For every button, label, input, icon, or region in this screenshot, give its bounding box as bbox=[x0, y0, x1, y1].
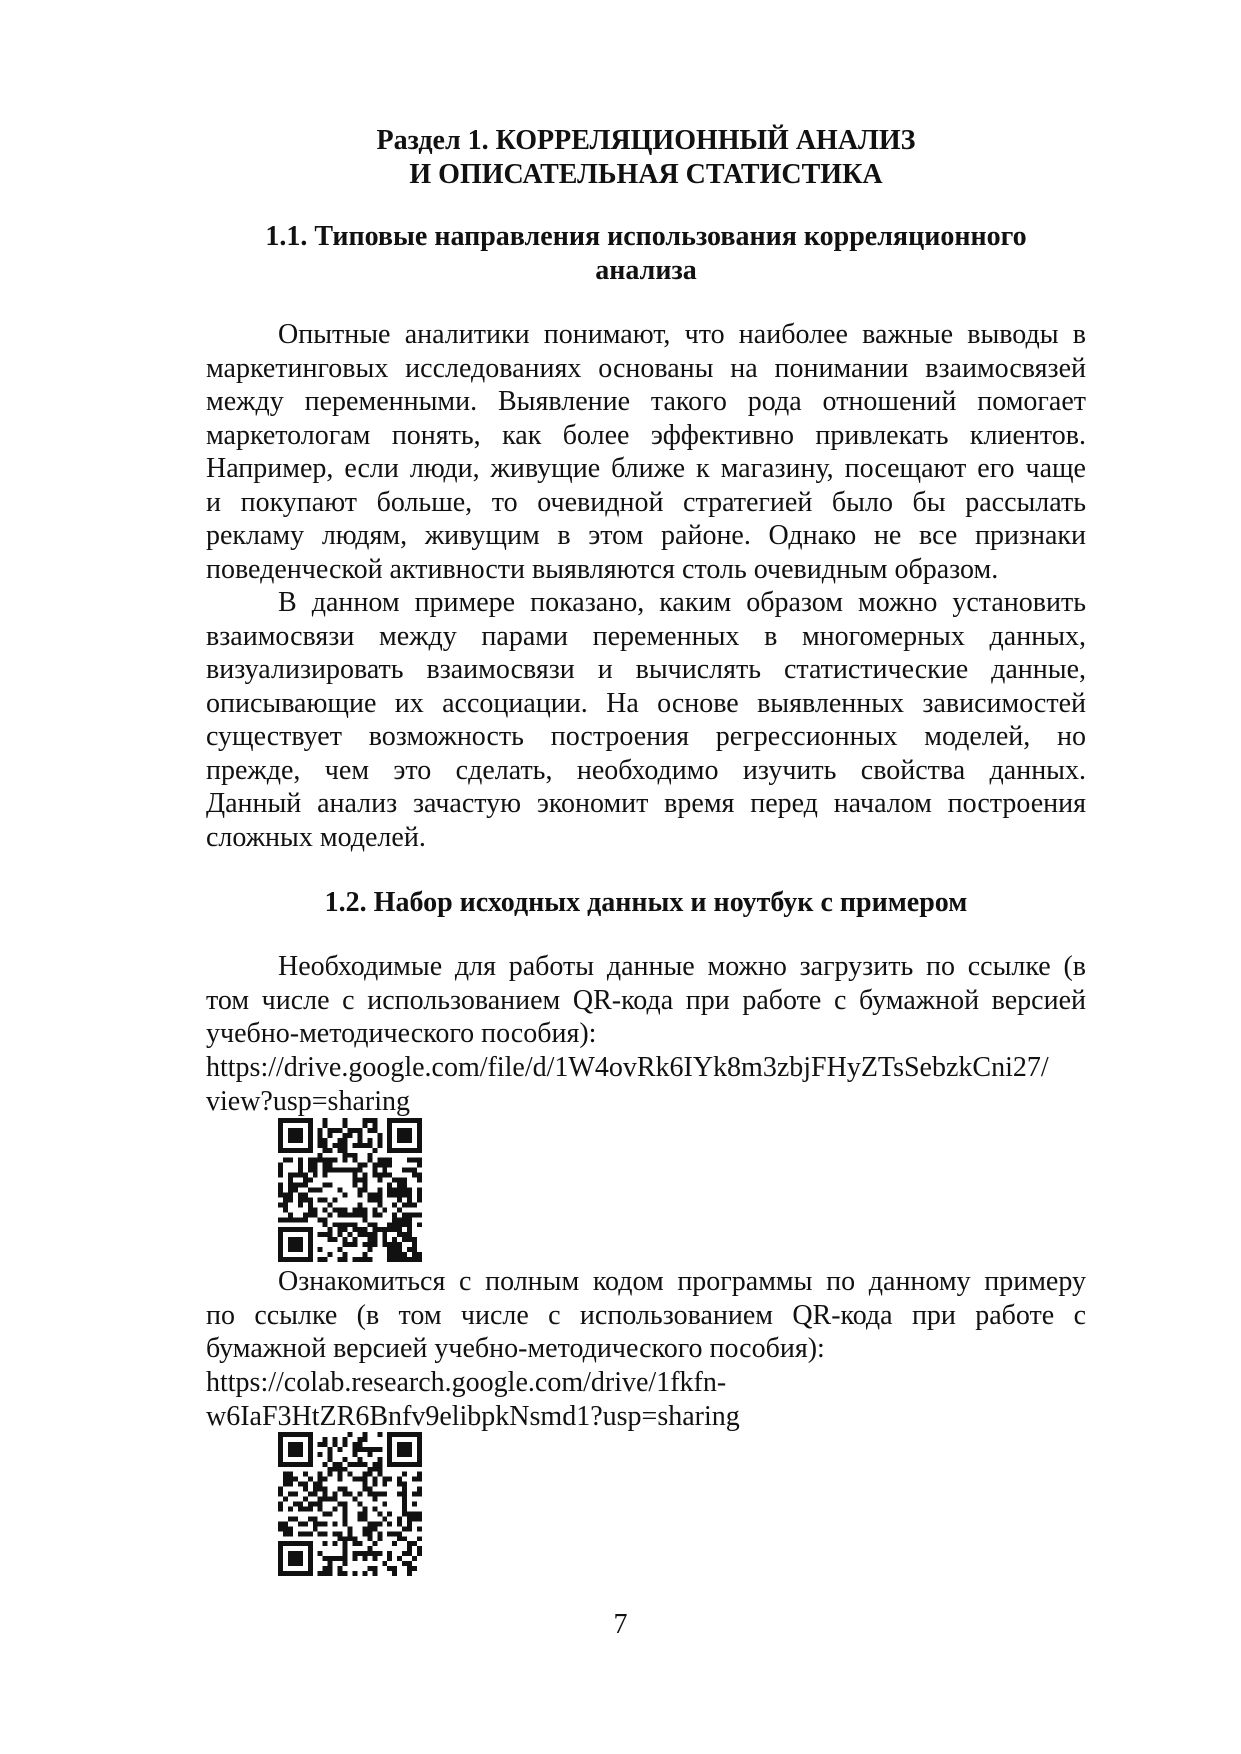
qr-code-icon bbox=[278, 1432, 422, 1576]
subsection-2-title bbox=[206, 886, 1086, 920]
paragraph-1-line: Опытные аналитики понимают, что наиболее важные выводы в bbox=[278, 319, 1086, 350]
dataset-link-line[interactable]: https://drive.google.com/file/d/1W4ovRk6IYk8m3zbjFHyZTsSebzkCni27/ bbox=[206, 1052, 1049, 1083]
paragraph-2 bbox=[206, 586, 1086, 854]
paragraph-1-line: поведенческой активности выявляются столь очевидным образом. bbox=[206, 553, 999, 585]
notebook-link-line[interactable]: w6IaF3HtZR6Bnfv9elibpkNsmd1?usp=sharing bbox=[206, 1400, 740, 1432]
paragraph-4-line: бумажной версией учебно-методического пособия): bbox=[206, 1333, 825, 1364]
section-title-line-2: И ОПИСАТЕЛЬНАЯ СТАТИСТИКА bbox=[409, 159, 883, 190]
qr-code-icon bbox=[278, 1118, 422, 1262]
paragraph-2-line: описывающие их ассоциации. На основе выявленных зависимостей bbox=[206, 687, 1086, 719]
paragraph-1-line: маркетинговых исследованиях основаны на понимании взаимосвязей bbox=[206, 352, 1086, 384]
paragraph-1-line: Например, если люди, живущие ближе к магазину, посещают его чаще bbox=[206, 453, 1086, 484]
subsection-1-title-line-1: 1.1. Типовые направления использования корреляционного bbox=[265, 221, 1027, 252]
paragraph-2-line: В данном примере показано, каким образом можно установить bbox=[278, 587, 1086, 618]
dataset-link[interactable] bbox=[206, 1051, 1106, 1118]
subsection-1-title bbox=[206, 220, 1086, 288]
paragraph-3-line: том числе с использованием QR-кода при работе с бумажной версией bbox=[206, 984, 1086, 1016]
paragraph-4 bbox=[206, 1265, 1086, 1366]
notebook-link[interactable] bbox=[206, 1366, 1106, 1433]
paragraph-2-line: прежде, чем это сделать, необходимо изучить свойства данных. bbox=[206, 754, 1086, 786]
paragraph-2-line: Данный анализ зачастую экономит время перед началом построения bbox=[206, 788, 1086, 819]
section-title bbox=[206, 124, 1086, 192]
paragraph-2-line: существует возможность построения регрессионных моделей, но bbox=[206, 721, 1086, 752]
dataset-link-line[interactable]: view?usp=sharing bbox=[206, 1085, 410, 1117]
paragraph-2-line: взаимосвязи между парами переменных в многомерных данных, bbox=[206, 620, 1086, 652]
paragraph-1-line: и покупают больше, то очевидной стратегией было бы рассылать bbox=[206, 486, 1086, 518]
paragraph-3-line: Необходимые для работы данные можно загрузить по ссылке (в bbox=[278, 951, 1086, 982]
paragraph-4-line: Ознакомиться с полным кодом программы по данному примеру bbox=[278, 1266, 1086, 1297]
paragraph-1 bbox=[206, 318, 1086, 586]
paragraph-1-line: маркетологам понять, как более эффективно привлекать клиентов. bbox=[206, 419, 1086, 451]
paragraph-3 bbox=[206, 950, 1086, 1051]
paragraph-2-line: сложных моделей. bbox=[206, 821, 426, 853]
paragraph-4-line: по ссылке (в том числе с использованием QR-кода при работе с bbox=[206, 1299, 1086, 1331]
paragraph-2-line: визуализировать взаимосвязи и вычислять статистические данные, bbox=[206, 654, 1086, 685]
section-title-line-1: Раздел 1. КОРРЕЛЯЦИОННЫЙ АНАЛИЗ bbox=[376, 125, 916, 156]
notebook-link-line[interactable]: https://colab.research.google.com/drive/1fkfn- bbox=[206, 1367, 727, 1398]
paragraph-1-line: рекламу людям, живущим в этом районе. Однако не все признаки bbox=[206, 520, 1086, 551]
paragraph-3-line: учебно-методического пособия): bbox=[206, 1018, 597, 1049]
subsection-1-title-line-2: анализа bbox=[595, 255, 697, 286]
subsection-2-title-line: 1.2. Набор исходных данных и ноутбук с примером bbox=[324, 887, 968, 918]
page-number: 7 bbox=[613, 1609, 628, 1640]
paragraph-1-line: между переменными. Выявление такого рода отношений помогает bbox=[206, 386, 1086, 417]
